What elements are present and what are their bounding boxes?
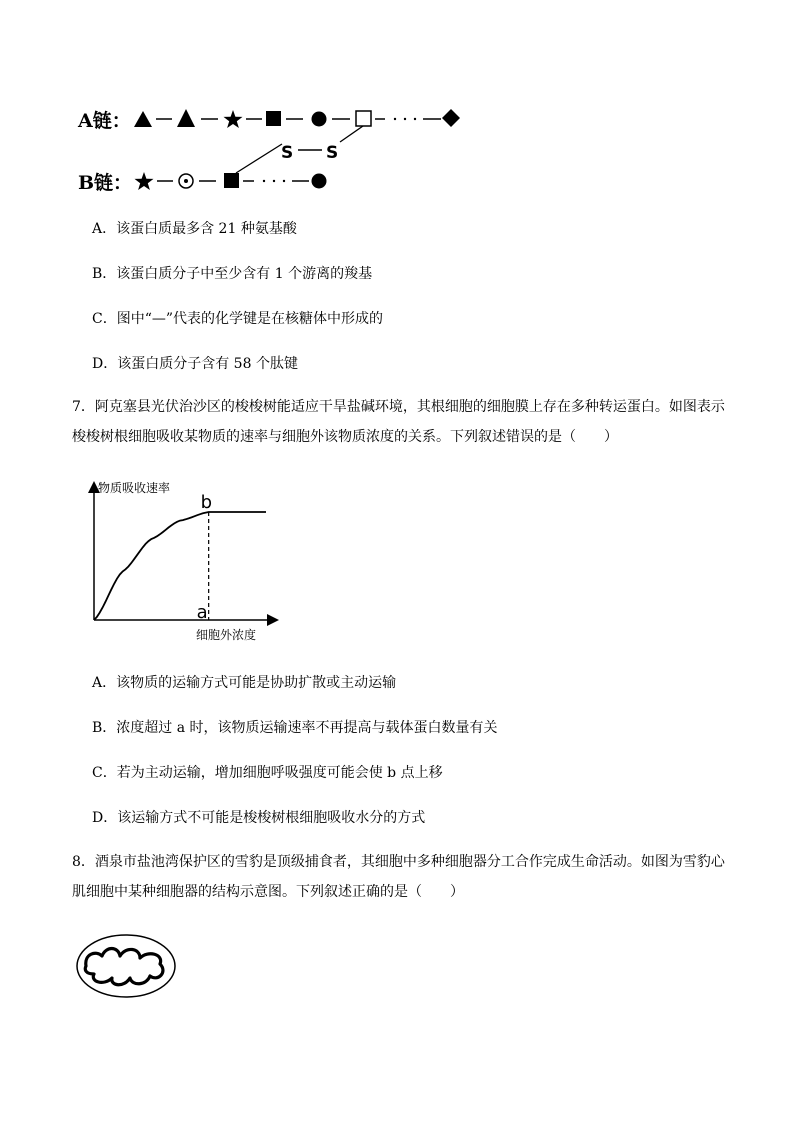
q6-option-c: C．图中“—”代表的化学键是在核糖体中形成的 [92,311,384,327]
chain-a-label: A链： [78,110,131,132]
triangle-icon [134,111,152,127]
absorption-rate-chart [80,476,290,646]
chain-b-label: B链： [78,172,133,194]
point-a-label: a [196,602,208,623]
triangle-icon [177,109,195,127]
q8-stem-line1: 8．酒泉市盐池湾保护区的雪豹是顶级捕食者，其细胞中多种细胞器分工合作完成生命活动。如图为雪豹心 [72,854,725,870]
q7-option-d: D．该运输方式不可能是梭梭树根细胞吸收水分的方式 [92,810,426,826]
q7-option-c: C．若为主动运输，增加细胞呼吸强度可能会使 b 点上移 [92,765,443,781]
q6-option-d: D．该蛋白质分子含有 58 个肽键 [92,356,298,372]
q7-option-a: A．该物质的运输方式可能是协助扩散或主动运输 [92,675,397,691]
disulfide-s-right: S [326,143,339,163]
open-square-icon [356,111,371,126]
circle-icon [312,112,327,127]
q7-option-b: B．浓度超过 a 时，该物质运输速率不再提高与载体蛋白数量有关 [92,720,498,736]
y-axis-label: 物质吸收速率 [98,481,171,495]
point-b-label: b [200,492,213,513]
diamond-icon [442,109,460,127]
mitochondrion-diagram [74,932,178,1000]
rate-curve [94,512,266,620]
star-icon [135,172,154,190]
q6-option-a: A．该蛋白质最多含 21 种氨基酸 [92,221,297,237]
square-icon [224,173,239,188]
x-axis-label: 细胞外浓度 [196,628,257,642]
q7-stem-line1: 7．阿克塞县光伏治沙区的梭梭树能适应干旱盐碱环境，其根细胞的细胞膜上存在多种转运蛋白。如图表示 [72,399,725,415]
square-icon [266,111,281,126]
chain-symbols [0,0,794,200]
star-icon [224,110,243,128]
circle-icon [312,174,327,189]
q7-stem-line2: 梭梭树根细胞吸收某物质的速率与细胞外该物质浓度的关系。下列叙述错误的是（ ） [72,429,618,445]
q8-stem-line2: 肌细胞中某种细胞器的结构示意图。下列叙述正确的是（ ） [72,884,464,900]
q6-option-b: B．该蛋白质分子中至少含有 1 个游离的羧基 [92,266,373,282]
peptide-chain-diagram [0,0,794,200]
disulfide-s-left: S [281,143,294,163]
